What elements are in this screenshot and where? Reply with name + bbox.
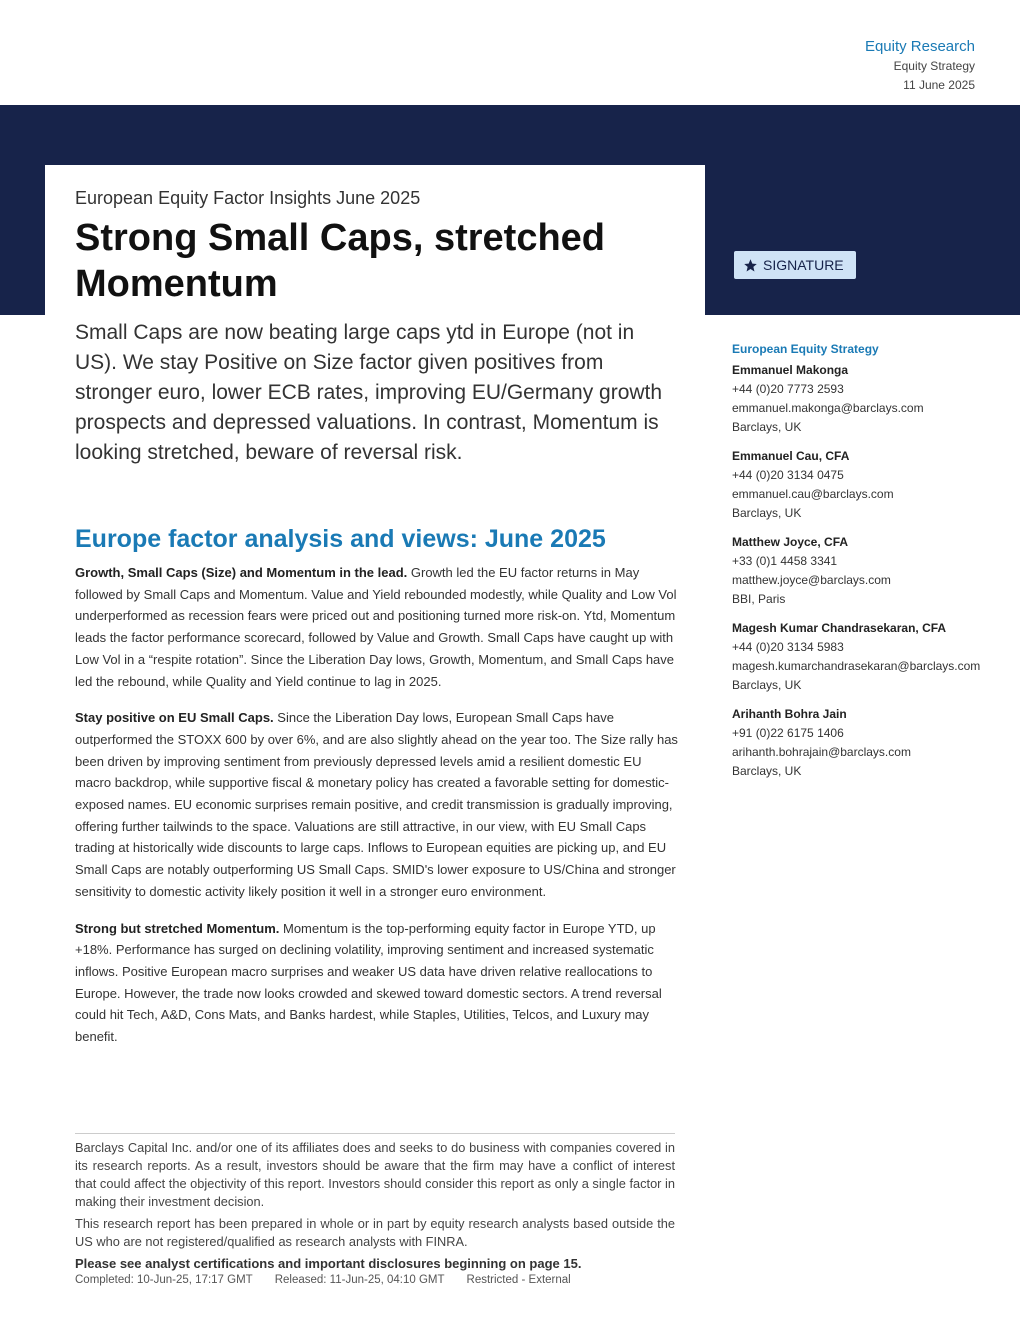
- disclaimer-conflict: Barclays Capital Inc. and/or one of its affiliates does and seeks to do business with companies covered in its research reports. As a result, investors should be aware that the firm may have a conflict of interest that could affect the objectivity of this report. Investors should consider this report as only a single factor in making their investment decision.: [75, 1140, 675, 1209]
- paragraph-lead: Stay positive on EU Small Caps.: [75, 710, 274, 726]
- analyst-phone: +44 (0)20 3134 5983: [732, 640, 844, 654]
- released-timestamp: Released: 11-Jun-25, 04:10 GMT: [274, 1274, 445, 1286]
- analyst-phone: +91 (0)22 6175 1406: [732, 726, 844, 740]
- section-heading: Europe factor analysis and views: June 2025: [75, 525, 606, 553]
- paragraph-text: Since the Liberation Day lows, European Small Caps have outperformed the STOXX 600 by over 6%, and are also slightly ahead on the year too. The Size rally has been driven by improving sentiment from previously depressed levels amid a resilient domestic EU macro backdrop, while supportive fiscal & monetary policy has created a favorable setting for domestic-exposed names. EU economic surprises remain positive, and credit transmission is gradually improving, offering further tailwinds to the space. Valuations are still attractive, in our view, with EU Small Caps trading at historically wide discounts to large caps. Inflows to European equities are picking up, and EU Small Caps are notably outperforming US Small Caps. SMID's lower exposure to US/China and stronger sensitivity to domestic activity likely position it well in a stronger euro environment.: [75, 710, 678, 899]
- signature-badge: [734, 251, 856, 279]
- report-body: [75, 562, 678, 1063]
- paragraph-growth: [75, 562, 678, 692]
- analyst-card: [732, 619, 1012, 695]
- analyst-name: Arihanth Bohra Jain: [732, 707, 847, 721]
- analyst-email[interactable]: emmanuel.cau@barclays.com: [732, 487, 894, 501]
- analyst-phone: +44 (0)20 3134 0475: [732, 468, 844, 482]
- subdivision-label: Equity Strategy: [893, 59, 975, 73]
- page-title: Strong Small Caps, stretched Momentum: [75, 217, 606, 305]
- analyst-location: BBI, Paris: [732, 592, 786, 606]
- badge-label: SIGNATURE: [763, 257, 844, 273]
- paragraph-momentum: [75, 918, 678, 1048]
- team-name: European Equity Strategy: [732, 342, 879, 356]
- analyst-phone: +44 (0)20 7773 2593: [732, 382, 844, 396]
- paragraph-lead: Growth, Small Caps (Size) and Momentum in the lead.: [75, 565, 408, 580]
- paragraph-text: Growth led the EU factor returns in May followed by Small Caps and Momentum. Value and Yield rebounded modestly, while Quality and Low Vol underperformed as recession fears were priced out and positioning turned more risk-on. Ytd, Momentum leads the factor performance scorecard, followed by Value and Growth. Small Caps have caught up with Low Vol in a “respite rotation”. Since the Liberation Day lows, Growth, Momentum, and Small Caps have led the rebound, while Quality and Yield continue to lag in 2025.: [75, 565, 677, 689]
- release-meta: [75, 1273, 675, 1288]
- star-icon: [743, 258, 758, 273]
- analyst-name: Matthew Joyce, CFA: [732, 535, 849, 549]
- analyst-location: Barclays, UK: [732, 420, 802, 434]
- analyst-card: [732, 705, 1012, 781]
- analyst-card: [732, 361, 1012, 437]
- analyst-name: Magesh Kumar Chandrasekaran, CFA: [732, 621, 947, 635]
- analyst-card: [732, 533, 1012, 609]
- paragraph-lead: Strong but stretched Momentum.: [75, 920, 280, 936]
- analyst-location: Barclays, UK: [732, 506, 802, 520]
- analyst-card: [732, 447, 1012, 523]
- analyst-phone: +33 (0)1 4458 3341: [732, 554, 838, 568]
- disclosures-notice: Please see analyst certifications and important disclosures beginning on page 15.: [75, 1256, 582, 1271]
- analyst-location: Barclays, UK: [732, 678, 802, 692]
- restriction-label: Restricted - External: [466, 1274, 571, 1286]
- disclaimer-finra: This research report has been prepared in whole or in part by equity research analysts based outside the US who are not registered/qualified as research analysts with FINRA.: [75, 1216, 675, 1249]
- report-summary: Small Caps are now beating large caps ytd in Europe (not in US). We stay Positive on Size factor given positives from stronger euro, lower ECB rates, improving EU/Germany growth prospects and depressed valuations. In contrast, Momentum is looking stretched, beware of reversal risk.: [75, 321, 663, 464]
- report-header: [865, 37, 975, 95]
- completed-timestamp: Completed: 10-Jun-25, 17:17 GMT: [75, 1274, 253, 1286]
- analyst-email[interactable]: arihanth.bohrajain@barclays.com: [732, 745, 911, 759]
- analyst-email[interactable]: matthew.joyce@barclays.com: [732, 573, 891, 587]
- analyst-name: Emmanuel Makonga: [732, 363, 849, 377]
- analyst-email[interactable]: emmanuel.makonga@barclays.com: [732, 401, 924, 415]
- report-date: 11 June 2025: [903, 78, 975, 92]
- paragraph-small-caps: [75, 707, 678, 902]
- analyst-sidebar: [732, 340, 1012, 791]
- division-label: Equity Research: [864, 38, 975, 55]
- analyst-name: Emmanuel Cau, CFA: [732, 449, 850, 463]
- analyst-location: Barclays, UK: [732, 764, 802, 778]
- report-series: European Equity Factor Insights June 2025: [75, 188, 421, 208]
- footer: [75, 1133, 675, 1288]
- paragraph-text: Momentum is the top-performing equity factor in Europe YTD, up +18%. Performance has surged on declining volatility, improving sentiment and increased systematic inflows. Positive European macro surprises and weaker US data have driven relative reallocations to Europe. However, the trade now looks crowded and skewed toward domestic sectors. A trend reversal could hit Tech, A&D, Cons Mats, and Banks hardest, while Staples, Utilities, Telcos, and Luxury may benefit.: [75, 920, 662, 1045]
- analyst-email[interactable]: magesh.kumarchandrasekaran@barclays.com: [732, 659, 981, 673]
